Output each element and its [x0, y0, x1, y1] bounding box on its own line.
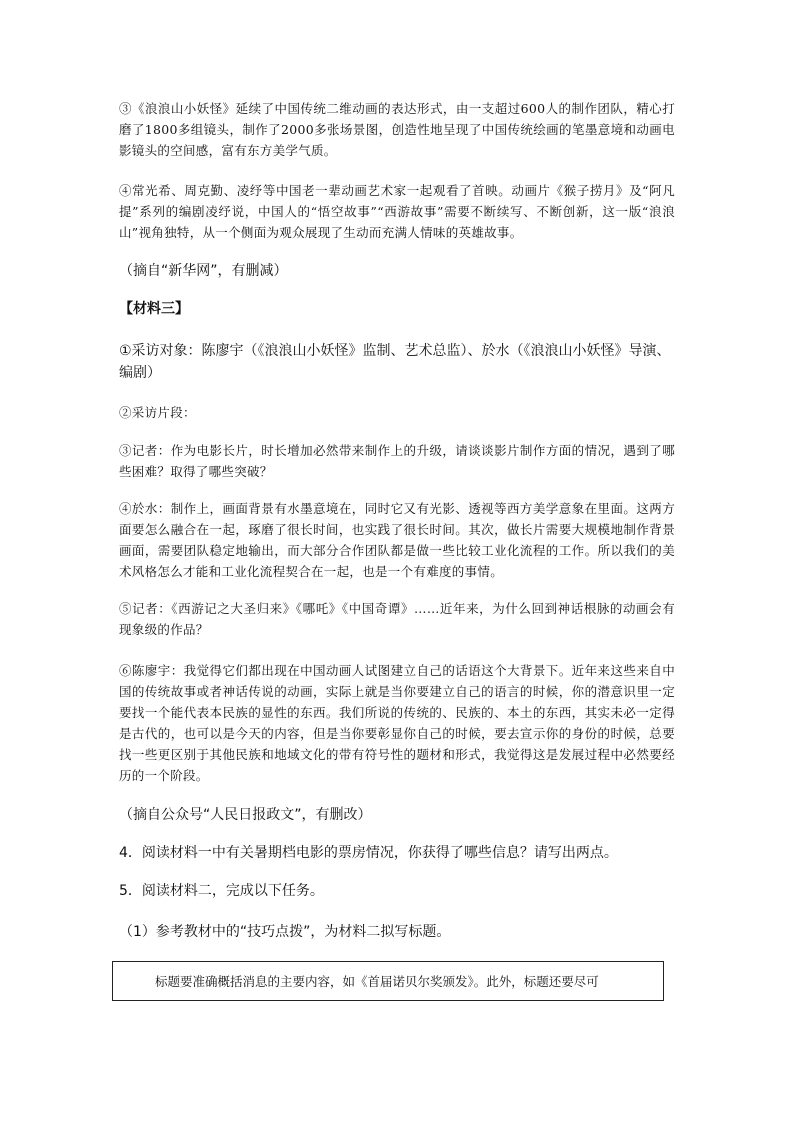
yushui-answer: ④於水：制作上，画面背景有水墨意境在，同时它又有光影、透视等西方美学意象在里面。这两方面要怎么融合在一起，琢磨了很长时间，也实践了很长时间。其次，做长片需要大规模地制作背景画面，需要团队稳定地输出，而大部分合作团队都是做一些比较工业化流程的工作。所以我们的美术风格怎么才能和工业化流程契合在一起，也是一个有难度的事情。: [119, 501, 675, 579]
interview-subjects: ①采访对象：陈廖宇（《浪浪山小妖怪》监制、艺术总监）、於水（《浪浪山小妖怪》导演、编剧）: [119, 343, 671, 381]
interview-excerpt-label: ②采访片段：: [119, 405, 196, 420]
material-3-heading: 【材料三】: [119, 301, 189, 317]
source-note-material-2: （摘自“新华网”，有删减）: [119, 263, 288, 279]
chen-liaoyu-answer: ⑥陈廖宇：我觉得它们都出现在中国动画人试图建立自己的话语这个大背景下。近年来这些来自中国的传统故事或者神话传说的动画，实际上就是当你要建立自己的语言的时候，你的潜意识里一定要找一个能代表本民族的显性的东西。我们所说的传统的、民族的、本土的东西，其实未必一定得是古代的，也可以是今天的内容，但是当你要彰显你自己的时候，要去宣示你的身份的时候，总要找一些更区别于其他民族和地域文化的带有符号性的题材和形式，我觉得这是发展过程中必然要经历的一个阶段。: [119, 663, 675, 783]
paragraph-4: ④常光希、周克勤、凌纾等中国老一辈动画艺术家一起观看了首映。动画片《猴子捞月》及“阿凡提”系列的编剧凌纾说，中国人的“悟空故事”“西游故事”需要不断续写、不断创新，这一版“浪浪山”视角独特，从一个侧面为观众展现了生动而充满人情味的英雄故事。: [119, 183, 675, 240]
reporter-question-1: ③记者：作为电影长片，时长增加必然带来制作上的升级，请谈谈影片制作方面的情况，遇到了哪些困难？取得了哪些突破？: [119, 443, 675, 479]
question-5: 5．阅读材料二，完成以下任务。: [119, 883, 324, 899]
question-5-task-1: （1）参考教材中的“技巧点拨”，为材料二拟写标题。: [119, 924, 451, 940]
question-4: 4．阅读材料一中有关暑期档电影的票房情况，你获得了哪些信息？请写出两点。: [119, 845, 618, 861]
source-note-material-3: （摘自公众号“人民日报政文”，有删改）: [119, 807, 372, 823]
reporter-question-2: ⑤记者：《西游记之大圣归来》《哪吒》《中国奇谭》……近年来，为什么回到神话根脉的动画会有现象级的作品？: [119, 601, 675, 637]
paragraph-3: ③《浪浪山小妖怪》延续了中国传统二维动画的表达形式，由一支超过600人的制作团队，精心打磨了1800多组镜头，制作了2000多张场景图，创造性地呈现了中国传统绘画的笔墨意境和动画电影镜头的空间感，富有东方美学气质。: [119, 101, 675, 158]
tip-box: 标题要准确概括消息的主要内容，如《首届诺贝尔奖颁发》。此外，标题还要尽可: [112, 961, 664, 1001]
